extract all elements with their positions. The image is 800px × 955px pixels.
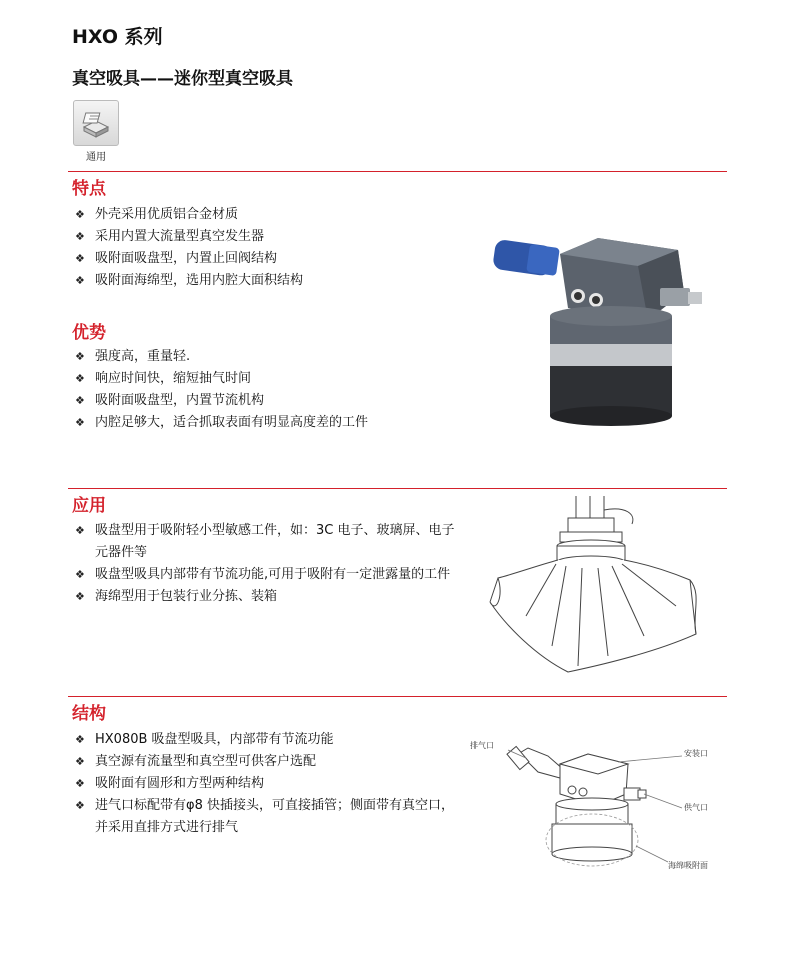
section-divider	[68, 171, 727, 172]
advantages-list	[75, 346, 368, 434]
list-item: ❖ 强度高，重量轻.	[75, 349, 191, 364]
section-title-applications: 应用	[72, 496, 106, 516]
list-item: ❖ 进气口标配带有φ8 快插接头，可直接插管；侧面带有真空口，并采用直排方式进行排气	[75, 798, 454, 835]
list-item: ❖ 海绵型用于包装行业分拣、装箱	[75, 589, 278, 604]
list-item: ❖ 内腔足够大，适合抓取表面有明显高度差的工件	[75, 415, 369, 430]
section-title-advantages: 优势	[72, 323, 106, 343]
list-item: ❖ 外壳采用优质铝合金材质	[75, 207, 239, 222]
badge-label: 通用	[86, 152, 106, 163]
section-divider	[68, 488, 727, 489]
label-sponge: 海绵吸附面	[668, 861, 708, 870]
applications-list	[75, 520, 460, 608]
list-item: ❖ 吸附面吸盘型，内置止回阀结构	[75, 251, 278, 266]
series-title: HXO 系列	[72, 26, 163, 48]
general-purpose-icon	[73, 100, 119, 146]
list-item: ❖ 吸盘型吸具内部带有节流功能,可用于吸附有一定泄露量的工件	[75, 567, 451, 582]
features-list	[75, 204, 303, 292]
application-illustration	[486, 496, 706, 682]
list-item: ❖ HX080B 吸盘型吸具，内部带有节流功能	[75, 732, 334, 747]
list-item: ❖ 吸附面吸盘型，内置节流机构	[75, 393, 265, 408]
structure-diagram	[468, 734, 718, 888]
section-title-features: 特点	[72, 179, 106, 199]
list-item: ❖ 吸附面有圆形和方型两种结构	[75, 776, 265, 791]
list-item: ❖ 真空源有流量型和真空型可供客户选配	[75, 754, 317, 769]
label-mount: 安装口	[684, 749, 708, 758]
section-divider	[68, 696, 727, 697]
product-photo	[488, 230, 710, 439]
list-item: ❖ 采用内置大流量型真空发生器	[75, 229, 265, 244]
section-title-structure: 结构	[72, 704, 106, 724]
page-subtitle: 真空吸具——迷你型真空吸具	[72, 69, 293, 89]
label-supply: 供气口	[684, 803, 708, 812]
list-item: ❖ 吸附面海绵型，选用内腔大面积结构	[75, 273, 304, 288]
list-item: ❖ 吸盘型用于吸附轻小型敏感工件，如：3C 电子、玻璃屏、电子元器件等	[75, 523, 455, 560]
structure-list	[75, 729, 460, 839]
label-exhaust: 排气口	[470, 741, 494, 750]
list-item: ❖ 响应时间快，缩短抽气时间	[75, 371, 252, 386]
